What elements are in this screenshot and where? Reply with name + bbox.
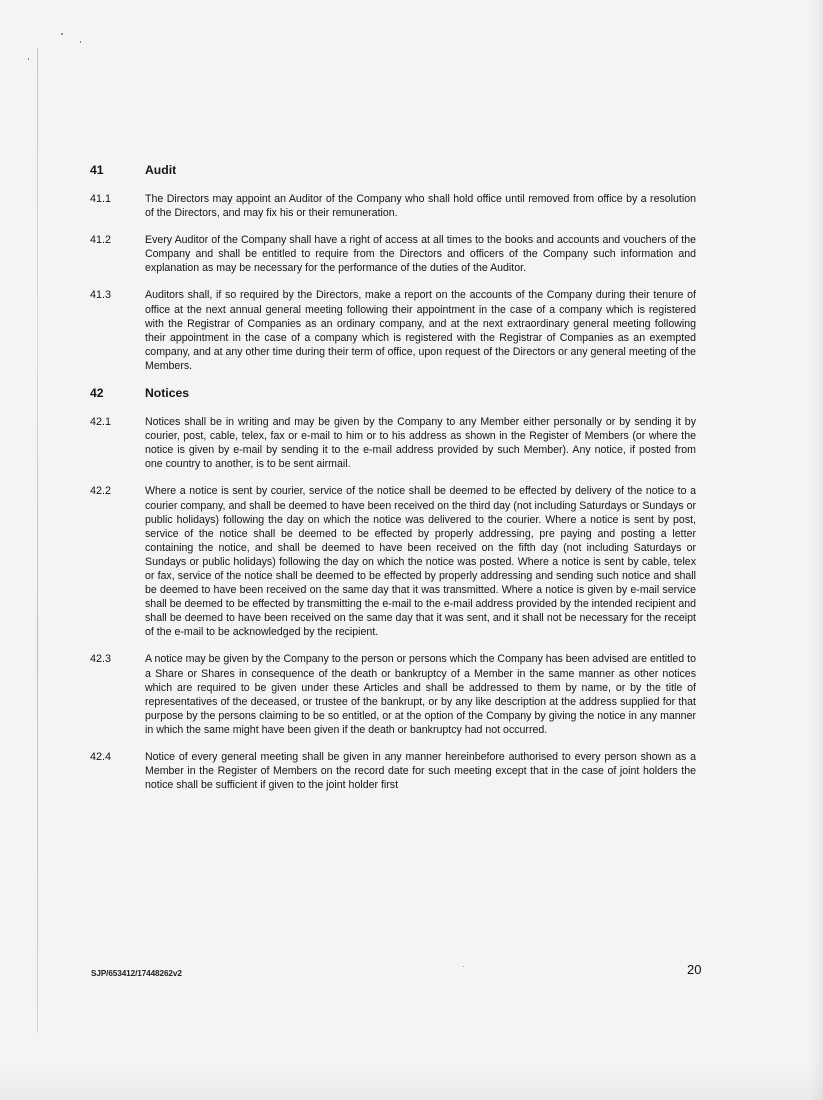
page-number: 20 xyxy=(687,962,702,977)
clause-41-1 xyxy=(90,192,696,220)
clause-41-3 xyxy=(90,288,696,373)
section-heading-audit xyxy=(90,163,696,178)
clause-number: 41.1 xyxy=(90,193,112,205)
document-body xyxy=(90,163,696,805)
section-heading-notices xyxy=(90,386,696,401)
clause-text: The Directors may appoint an Auditor of the Company who shall hold office until removed from office by a resolution of the Directors, and may fix his or their remuneration. xyxy=(145,193,696,220)
clause-41-2 xyxy=(90,233,696,275)
scan-margin-line xyxy=(37,48,38,1033)
clause-42-1 xyxy=(90,415,696,471)
scan-speck xyxy=(80,41,81,43)
scan-bottom-shadow xyxy=(0,1060,823,1100)
scan-speck xyxy=(28,58,29,60)
clause-text: Where a notice is sent by courier, service of the notice shall be deemed to be effected by delivery of the notice to a courier company, and shall be deemed to have been received on the third day (not including Saturdays or Sundays or public holidays) following the day on which the notice was delivered to the courier. Where a notice is sent by post, service of the notice shall be deemed to be effected by properly addressing, pre paying and posting a letter containing the notice, and shall be deemed to have been received on the fifth day (not including Saturdays or Sundays or public holidays) following the day on which the notice was posted. Where a notice is sent by cable, telex or fax, service of the notice shall be deemed to be effected by properly addressing and sending such notice and shall be deemed to have been received on the same day that it was transmitted. Where a notice is given by e-mail service shall be deemed to be effected by transmitting the e-mail to the e-mail address provided by the intended recipient and shall be deemed to have been received on the same day that it was sent, and it shall not be necessary for the receipt of the e-mail to be acknowledged by the recipient. xyxy=(145,485,696,639)
clause-number: 41.3 xyxy=(90,289,112,302)
clause-number: 42.4 xyxy=(90,751,112,763)
clause-42-3 xyxy=(90,652,696,737)
clause-text: A notice may be given by the Company to the person or persons which the Company has been advised are entitled to a Share or Shares in consequence of the death or bankruptcy of a Member in the same manner as other notices which are required to be given under these Articles and shall be addressed to them by name, or by the title of representatives of the deceased, or trustee of the bankrupt, or by any like description at the address supplied for that purpose by the persons claiming to be so entitled, or at the option of the Company by giving the notice in any manner in which the same might have been given if the death or bankruptcy had not occurred. xyxy=(145,653,696,736)
scan-speck xyxy=(463,966,464,967)
clause-42-4 xyxy=(90,750,696,792)
section-title: Audit xyxy=(145,163,177,177)
clause-text: Notice of every general meeting shall be given in any manner hereinbefore authorised to every person shown as a Member in the Register of Members on the record date for such meeting except that in the case of joint holders the notice shall be sufficient if given to the joint holder first xyxy=(145,751,696,792)
section-title: Notices xyxy=(145,386,190,401)
section-number: 41 xyxy=(90,163,104,177)
scan-speck xyxy=(61,33,63,35)
clause-number: 42.3 xyxy=(90,653,112,666)
clause-text: Notices shall be in writing and may be given by the Company to any Member either personally or by sending it by courier, post, cable, telex, fax or e-mail to him or to his address as shown in the Register of Members (or where the notice is given by e-mail by sending it to the e-mail address provided by such Member). Any notice, if posted from one country to another, is to be sent airmail. xyxy=(145,416,696,471)
section-number: 42 xyxy=(90,386,104,401)
clause-text: Every Auditor of the Company shall have a right of access at all times to the books and accounts and vouchers of the Company and shall be entitled to require from the Directors and officers of the Company such information and explanation as may be necessary for the performance of the duties of the Auditor. xyxy=(145,234,696,275)
clause-number: 41.2 xyxy=(90,234,112,247)
document-reference: SJP/653412/17448262v2 xyxy=(91,969,182,978)
clause-text: Auditors shall, if so required by the Directors, make a report on the accounts of the Company during their tenure of office at the next annual general meeting following their appointment in the case of a company which is registered with the Registrar of Companies as an ordinary company, and at the next extraordinary general meeting following their appointment in the case of a company which is registered with the Registrar of Companies as an exempted company, and at any other time during their term of office, upon request of the Directors or any general meeting of the Members. xyxy=(145,289,696,372)
clause-42-2 xyxy=(90,484,696,639)
clause-number: 42.1 xyxy=(90,416,112,429)
scan-edge-shadow xyxy=(809,0,823,1100)
clause-number: 42.2 xyxy=(90,485,112,498)
